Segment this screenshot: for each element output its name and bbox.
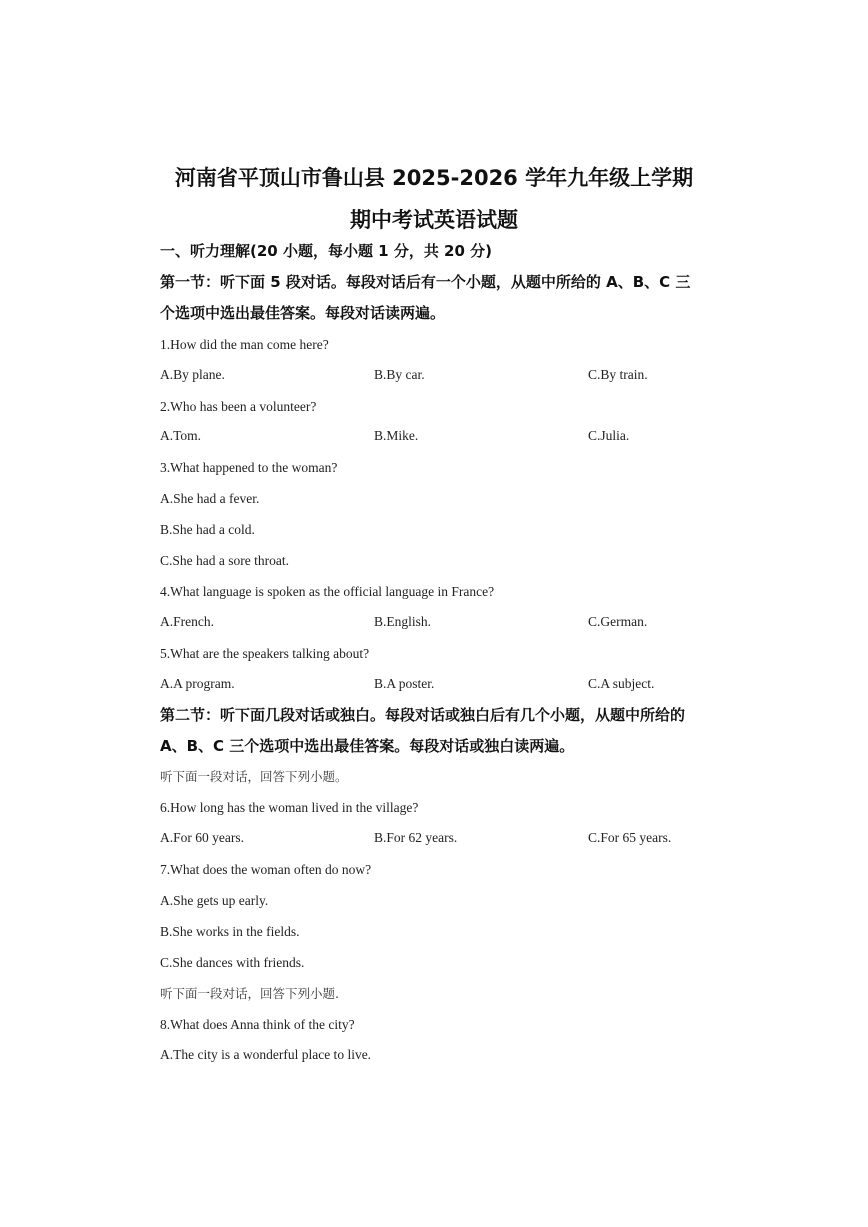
question-5-options [160, 676, 720, 694]
question-3-option-b: B.She had a cold. [160, 522, 255, 537]
question-7-option-c: C.She dances with friends. [160, 955, 305, 970]
question-6-option-a: A.For 60 years. [160, 830, 244, 845]
listen-note-2: 听下面一段对话，回答下列小题. [160, 986, 339, 1001]
question-2-option-b: B.Mike. [374, 428, 419, 443]
exam-title-line-2: 期中考试英语试题 [350, 208, 518, 232]
part1-instruction-line-2: 个选项中选出最佳答案。每段对话读两遍。 [160, 304, 446, 322]
question-3-stem: 3.What happened to the woman? [160, 460, 338, 475]
question-4-option-a: A.French. [160, 614, 214, 629]
question-7-option-b: B.She works in the fields. [160, 924, 300, 939]
question-7-stem: 7.What does the woman often do now? [160, 862, 372, 877]
question-1-options [160, 367, 720, 385]
question-6-option-c: C.For 65 years. [588, 830, 672, 845]
question-6-stem: 6.How long has the woman lived in the village? [160, 800, 419, 815]
question-3-option-c: C.She had a sore throat. [160, 553, 289, 568]
question-1-option-c: C.By train. [588, 367, 648, 382]
question-2-option-c: C.Julia. [588, 428, 630, 443]
part1-instruction-line-1: 第一节：听下面 5 段对话。每段对话后有一个小题，从题中所给的 A、B、C 三 [160, 273, 691, 291]
question-2-options [160, 428, 720, 446]
question-5-option-c: C.A subject. [588, 676, 655, 691]
question-6-option-b: B.For 62 years. [374, 830, 458, 845]
listen-note-1: 听下面一段对话，回答下列小题。 [160, 769, 348, 784]
question-1-option-a: A.By plane. [160, 367, 225, 382]
question-8-option-a: A.The city is a wonderful place to live. [160, 1047, 372, 1062]
question-1-option-b: B.By car. [374, 367, 425, 382]
exam-title-line-1: 河南省平顶山市鲁山县 2025-2026 学年九年级上学期 [174, 166, 694, 190]
question-3-option-a: A.She had a fever. [160, 491, 260, 506]
question-1-stem: 1.How did the man come here? [160, 337, 329, 352]
question-2-stem: 2.Who has been a volunteer? [160, 399, 317, 414]
part2-instruction-line-1: 第二节：听下面几段对话或独白。每段对话或独白后有几个小题，从题中所给的 [160, 706, 686, 724]
question-2-option-a: A.Tom. [160, 428, 202, 443]
section-heading-listening: 一、听力理解(20 小题，每小题 1 分，共 20 分) [160, 242, 493, 260]
part2-instruction-line-2: A、B、C 三个选项中选出最佳答案。每段对话或独白读两遍。 [160, 737, 575, 755]
question-8-stem: 8.What does Anna think of the city? [160, 1017, 355, 1032]
question-4-options [160, 614, 720, 632]
question-6-options [160, 830, 720, 848]
question-7-option-a: A.She gets up early. [160, 893, 269, 908]
question-4-option-b: B.English. [374, 614, 432, 629]
question-5-option-a: A.A program. [160, 676, 235, 691]
question-4-option-c: C.German. [588, 614, 648, 629]
question-5-option-b: B.A poster. [374, 676, 435, 691]
question-5-stem: 5.What are the speakers talking about? [160, 646, 370, 661]
question-4-stem: 4.What language is spoken as the official language in France? [160, 584, 495, 599]
